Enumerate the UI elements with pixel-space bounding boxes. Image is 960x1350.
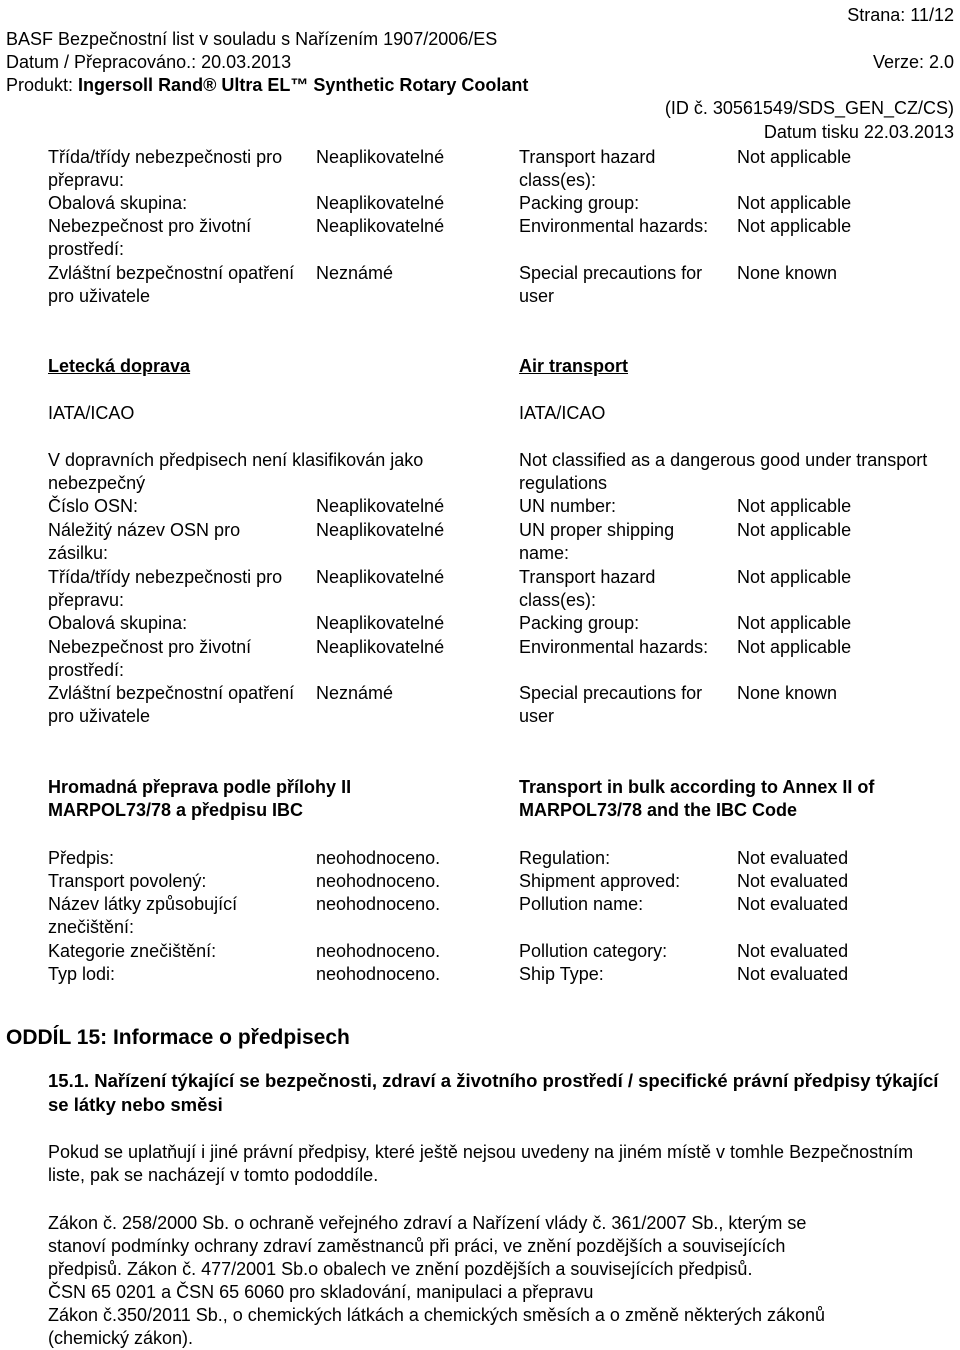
cz-value: neohodnoceno.: [316, 941, 441, 961]
en-label: Special precautions for user: [519, 263, 703, 306]
bulk-heading-cz: Hromadná přeprava podle přílohy II MARPOL73/78 a předpisu IBC: [48, 777, 352, 820]
cz-value: Neaplikovatelné: [316, 147, 445, 167]
en-value: Not evaluated: [737, 941, 849, 961]
en-label: Packing group:: [519, 613, 640, 633]
product-line: [6, 74, 528, 97]
cz-value: neohodnoceno.: [316, 894, 441, 914]
cz-label: Transport povolený:: [48, 871, 207, 891]
cz-value: Neznámé: [316, 263, 394, 283]
cz-label: Kategorie znečištění:: [48, 941, 217, 961]
air-heading-en: Air transport: [519, 356, 629, 376]
cz-label: Nebezpečnost pro životní prostředí:: [48, 216, 252, 259]
header-title: BASF Bezpečnostní list v souladu s Nařízením 1907/2006/ES: [6, 29, 498, 49]
cz-label: Zvláštní bezpečnostní opatření pro uživatele: [48, 263, 295, 306]
document-id: (ID č. 30561549/SDS_GEN_CZ/CS): [664, 98, 954, 118]
cz-value: Neaplikovatelné: [316, 567, 445, 587]
product-name: Ingersoll Rand® Ultra EL™ Synthetic Rotary Coolant: [78, 75, 529, 95]
en-value: Not evaluated: [737, 848, 849, 868]
cz-label: Obalová skupina:: [48, 613, 188, 633]
en-label: Environmental hazards:: [519, 637, 709, 657]
en-label: Transport hazard class(es):: [519, 147, 656, 190]
cz-value: Neaplikovatelné: [316, 637, 445, 657]
cz-label: Nebezpečnost pro životní prostředí:: [48, 637, 252, 680]
air-note-en: Not classified as a dangerous good under transport regulations: [519, 450, 928, 493]
en-value: Not applicable: [737, 520, 852, 540]
legal-line: Zákon č.350/2011 Sb., o chemických látkách a chemických směsích a o změně některých zákonů: [48, 1305, 826, 1325]
en-label: UN proper shipping name:: [519, 520, 675, 563]
cz-value: neohodnoceno.: [316, 848, 441, 868]
air-heading-cz: Letecká doprava: [48, 356, 191, 376]
section-title: ODDÍL 15: Informace o předpisech: [6, 1026, 350, 1049]
cz-label: Předpis:: [48, 848, 115, 868]
en-value: Not applicable: [737, 613, 852, 633]
cz-value: Neaplikovatelné: [316, 520, 445, 540]
cz-label: Náležitý název OSN pro zásilku:: [48, 520, 241, 563]
air-code-en: IATA/ICAO: [519, 403, 606, 423]
legal-line: ČSN 65 0201 a ČSN 65 6060 pro skladování, manipulaci a přepravu: [48, 1282, 594, 1302]
legal-line: (chemický zákon).: [48, 1328, 194, 1348]
cz-value: Neaplikovatelné: [316, 216, 445, 236]
cz-value: Neaplikovatelné: [316, 496, 445, 516]
en-value: None known: [737, 683, 838, 703]
en-label: Ship Type:: [519, 964, 604, 984]
section-subtitle: 15.1. Nařízení týkající se bezpečnosti, zdraví a životního prostředí / specifické právní předpisy týkající se látky nebo směsi: [48, 1070, 939, 1115]
en-label: Packing group:: [519, 193, 640, 213]
cz-value: neohodnoceno.: [316, 871, 441, 891]
page-number: Strana: 11/12: [847, 5, 954, 25]
product-prefix: Produkt:: [6, 75, 79, 95]
cz-label: Název látky způsobující znečištění:: [48, 894, 238, 937]
en-value: Not applicable: [737, 637, 852, 657]
en-label: Transport hazard class(es):: [519, 567, 656, 610]
en-value: Not evaluated: [737, 964, 849, 984]
en-label: Special precautions for user: [519, 683, 703, 726]
en-label: UN number:: [519, 496, 617, 516]
section-paragraph-1: Pokud se uplatňují i jiné právní předpisy, které ještě nejsou uvedeny na jiném místě v tomhle Bezpečnostním liste, pak se nacházejí v tomto pododdíle.: [48, 1142, 914, 1185]
en-value: Not evaluated: [737, 894, 849, 914]
cz-value: Neaplikovatelné: [316, 613, 445, 633]
cz-label: Třída/třídy nebezpečnosti pro přepravu:: [48, 567, 283, 610]
en-label: Shipment approved:: [519, 871, 681, 891]
print-date: Datum tisku 22.03.2013: [763, 122, 954, 142]
legal-line: předpisů. Zákon č. 477/2001 Sb.o obalech ve znění pozdějších a souvisejících předpisů.: [48, 1259, 753, 1279]
en-value: Not applicable: [737, 567, 852, 587]
legal-line: stanoví podmínky ochrany zdraví zaměstnanců při práci, ve znění pozdějších a souvisejících: [48, 1236, 786, 1256]
en-value: Not applicable: [737, 216, 852, 236]
air-code-cz: IATA/ICAO: [48, 403, 135, 423]
en-label: Regulation:: [519, 848, 611, 868]
en-label: Pollution name:: [519, 894, 644, 914]
cz-label: Obalová skupina:: [48, 193, 188, 213]
en-value: None known: [737, 263, 838, 283]
air-note-cz: V dopravních předpisech není klasifikován jako nebezpečný: [48, 450, 424, 493]
cz-label: Typ lodi:: [48, 964, 116, 984]
cz-value: Neaplikovatelné: [316, 193, 445, 213]
cz-label: Zvláštní bezpečnostní opatření pro uživatele: [48, 683, 295, 726]
cz-label: Číslo OSN:: [48, 496, 139, 516]
cz-value: Neznámé: [316, 683, 394, 703]
version: Verze: 2.0: [872, 52, 954, 72]
en-label: Environmental hazards:: [519, 216, 709, 236]
revision-date: Datum / Přepracováno.: 20.03.2013: [6, 52, 292, 72]
cz-label: Třída/třídy nebezpečnosti pro přepravu:: [48, 147, 283, 190]
cz-value: neohodnoceno.: [316, 964, 441, 984]
en-value: Not applicable: [737, 496, 852, 516]
en-value: Not applicable: [737, 193, 852, 213]
en-label: Pollution category:: [519, 941, 668, 961]
bulk-heading-en: Transport in bulk according to Annex II of MARPOL73/78 and the IBC Code: [519, 777, 875, 820]
en-value: Not applicable: [737, 147, 852, 167]
legal-line: Zákon č. 258/2000 Sb. o ochraně veřejného zdraví a Nařízení vlády č. 361/2007 Sb., kterým se: [48, 1213, 807, 1233]
en-value: Not evaluated: [737, 871, 849, 891]
